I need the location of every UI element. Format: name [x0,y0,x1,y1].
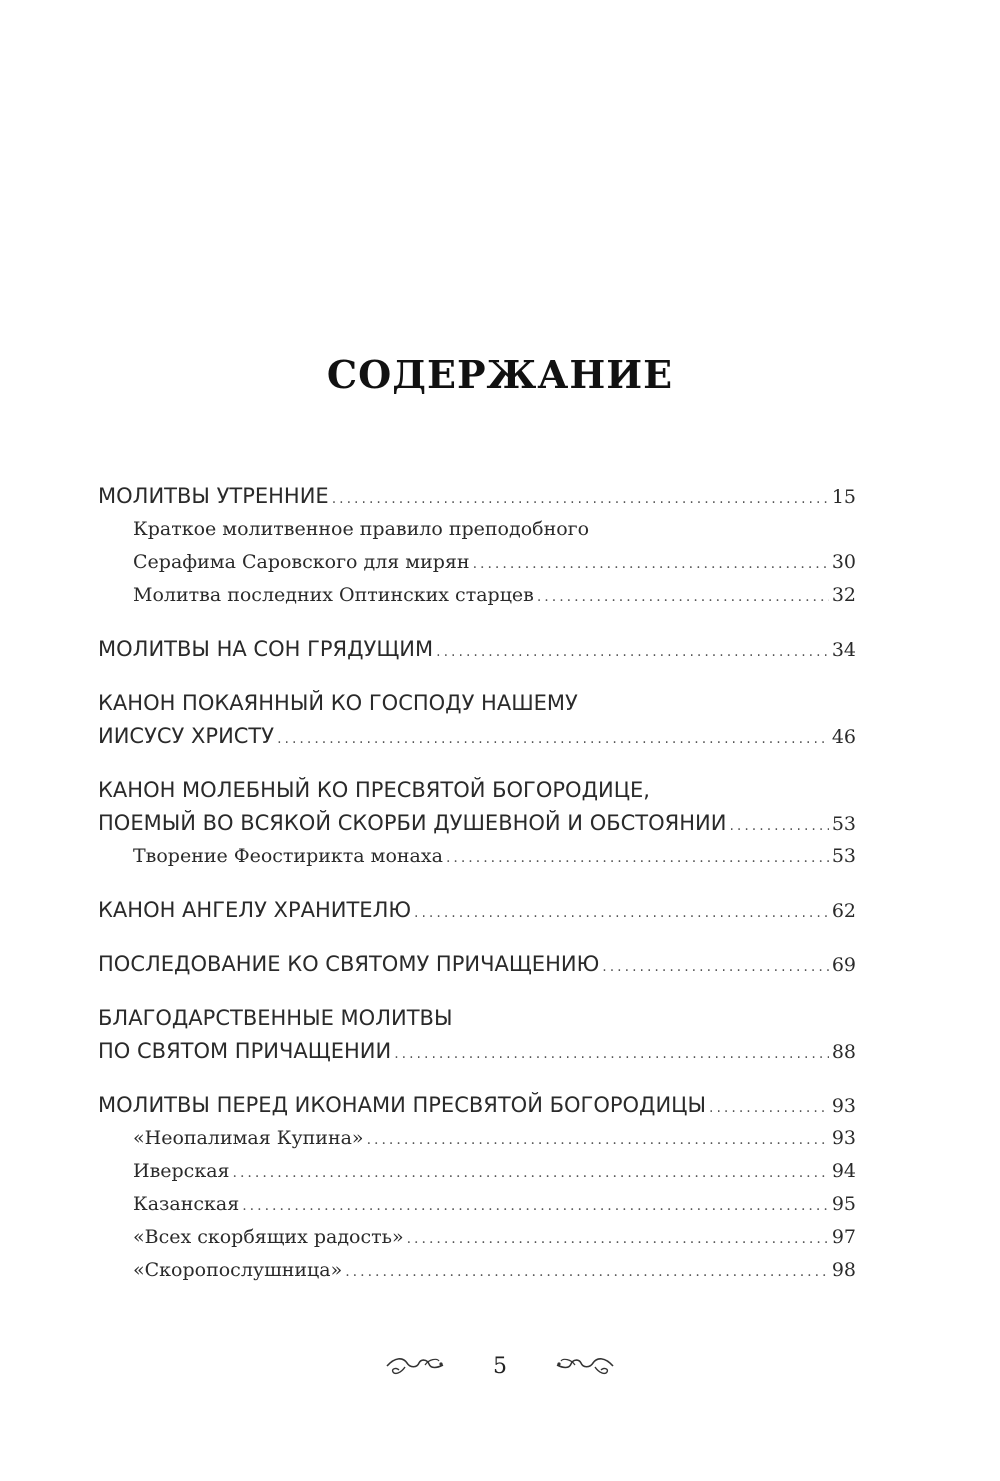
toc-entry-label: Краткое молитвенное правило преподобного [133,518,590,540]
toc-page-number: 34 [831,639,856,661]
toc-entry-label: МОЛИТВЫ НА СОН ГРЯДУЩИМ [98,637,434,661]
dot-leader [332,483,829,516]
toc-entry [98,1002,856,1035]
toc-entry [98,948,856,981]
toc-entry [98,480,856,513]
toc-entry-label: КАНОН АНГЕЛУ ХРАНИТЕЛЮ [98,898,412,922]
toc-subentry [98,513,856,546]
toc-entry-label: Иверская [133,1160,230,1182]
toc-subentry [98,1155,856,1188]
toc-subentry [98,546,856,579]
toc-page-number: 32 [831,584,856,606]
toc-entry [98,1035,856,1068]
dot-leader [367,1124,829,1157]
dot-leader [729,810,828,843]
toc-page-number: 53 [831,845,856,867]
dot-leader [394,1038,829,1071]
dot-leader [709,1092,829,1125]
toc-page-number: 97 [831,1226,856,1248]
toc-entry-label: Творение Феостирикта монаха [133,845,443,867]
toc-entry-label: ИИСУСУ ХРИСТУ [98,724,275,748]
toc-entry [98,774,856,807]
toc-page-number: 93 [831,1127,856,1149]
toc-page-number: 95 [831,1193,856,1215]
toc-entry-label: БЛАГОДАРСТВЕННЫЕ МОЛИТВЫ [98,1006,453,1030]
toc-page-number: 88 [831,1041,856,1063]
toc-section [98,480,856,612]
toc-entry-label: МОЛИТВЫ УТРЕННИЕ [98,484,329,508]
dot-leader [602,951,829,984]
dot-leader [277,723,829,756]
toc-entry-label: «Всех скорбящих радость» [133,1226,404,1248]
toc-subentry [98,579,856,612]
toc-page-number: 46 [831,726,856,748]
toc-section [98,633,856,666]
dot-leader [436,636,829,669]
toc-subentry [98,1254,856,1287]
toc-entry-label: Серафима Саровского для мирян [133,551,470,573]
toc-entry [98,687,856,720]
toc-page-number: 30 [831,551,856,573]
toc-entry [98,633,856,666]
toc-entry [98,720,856,753]
toc-section [98,687,856,753]
flourish-ornament-icon [385,1353,445,1379]
toc-entry-label: Молитва последних Оптинских старцев [133,584,534,606]
toc-section [98,774,856,873]
toc-entry-label: ПОСЛЕДОВАНИЕ КО СВЯТОМУ ПРИЧАЩЕНИЮ [98,952,600,976]
toc-subentry [98,1221,856,1254]
toc-section [98,1002,856,1068]
toc-entry [98,1089,856,1122]
toc-entry [98,807,856,840]
toc-entry-label: «Скоропослушница» [133,1259,343,1281]
toc-subentry [98,1188,856,1221]
page-title: СОДЕРЖАНИЕ [326,352,674,397]
dot-leader [414,897,829,930]
dot-leader [446,842,829,875]
page-number: 5 [493,1353,507,1379]
dot-leader [407,1223,829,1256]
toc-page-number: 93 [831,1095,856,1117]
toc-page-number: 62 [831,900,856,922]
toc-entry-label: Казанская [133,1193,240,1215]
toc-entry-label: ПО СВЯТОМ ПРИЧАЩЕНИИ [98,1039,392,1063]
flourish-ornament-icon [555,1353,615,1379]
toc-entry-label: МОЛИТВЫ ПЕРЕД ИКОНАМИ ПРЕСВЯТОЙ БОГОРОДИЦЫ [98,1093,707,1117]
toc-entry-label: «Неопалимая Купина» [133,1127,364,1149]
toc-entry [98,894,856,927]
dot-leader [242,1190,829,1223]
toc-section [98,948,856,981]
toc-page-number: 98 [831,1259,856,1281]
toc-page-number: 53 [831,813,856,835]
toc-subentry [98,840,856,873]
toc-page-number: 94 [831,1160,856,1182]
toc-entry-label: КАНОН МОЛЕБНЫЙ КО ПРЕСВЯТОЙ БОГОРОДИЦЕ, [98,778,650,802]
toc-page-number: 15 [831,486,856,508]
page-footer [0,1346,1000,1386]
toc-entry-label: ПОЕМЫЙ ВО ВСЯКОЙ СКОРБИ ДУШЕВНОЙ И ОБСТОЯНИИ [98,811,727,835]
dot-leader [473,548,829,581]
toc-section [98,1089,856,1287]
toc-section [98,894,856,927]
dot-leader [233,1157,829,1190]
table-of-contents [98,480,856,1308]
toc-subentry [98,1122,856,1155]
dot-leader [345,1256,829,1289]
toc-page-number: 69 [831,954,856,976]
toc-entry-label: КАНОН ПОКАЯННЫЙ КО ГОСПОДУ НАШЕМУ [98,691,578,715]
dot-leader [537,581,829,614]
